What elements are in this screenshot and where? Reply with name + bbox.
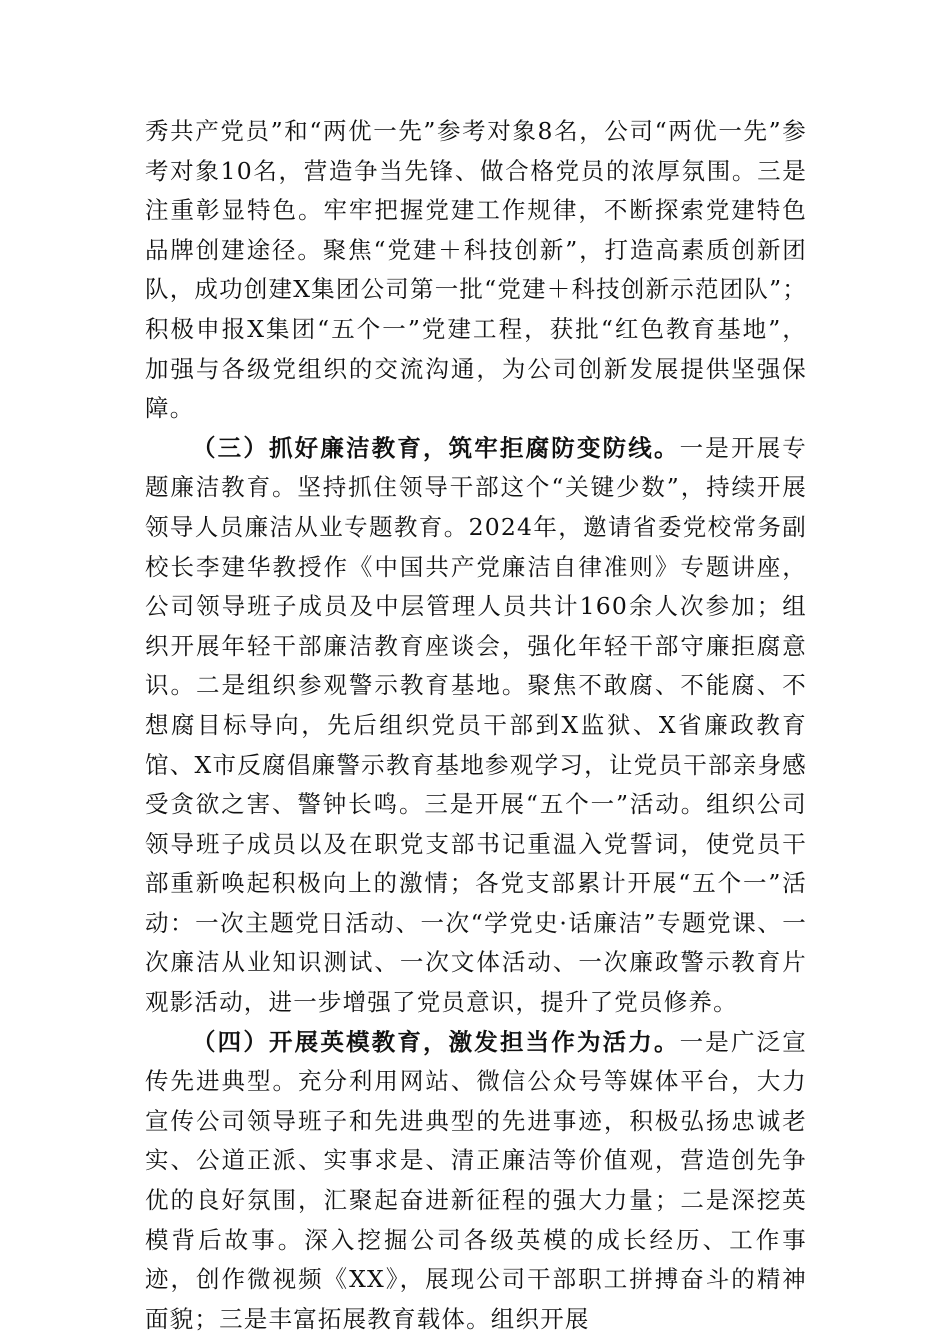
paragraph-section-3 — [145, 429, 807, 1023]
section-heading: （三）抓好廉洁教育，筑牢拒腐防变防线。 — [192, 433, 680, 462]
section-heading: （四）开展英模教育，激发担当作为活力。 — [192, 1027, 680, 1056]
paragraph-section-4 — [145, 1023, 807, 1340]
paragraph-text: 一是广泛宣传先进典型。充分利用网站、微信公众号等媒体平台，大力宣传公司领导班子和先进典型的先进事迹，积极弘扬忠诚老实、公道正派、实事求是、清正廉洁等价值观，营造创先争优的良好氛围，汇聚起奋进新征程的强大力量；二是深挖英模背后故事。深入挖掘公司各级英模的成长经历、工作事迹，创作微视频《XX》，展现公司干部职工拼搏奋斗的精神面貌；三是丰富拓展教育载体。组织开展 — [145, 1027, 807, 1333]
paragraph-text: 秀共产党员”和“两优一先”参考对象8名，公司“两优一先”参考对象10名，营造争当先锋、做合格党员的浓厚氛围。三是注重彰显特色。牢牢把握党建工作规律，不断探索党建特色品牌创建途径。聚焦“党建＋科技创新”，打造高素质创新团队，成功创建X集团公司第一批“党建＋科技创新示范团队”；积极申报X集团“五个一”党建工程，获批“红色教育基地”，加强与各级党组织的交流沟通，为公司创新发展提供坚强保障。 — [145, 117, 807, 423]
paragraph-continuation — [145, 112, 807, 429]
paragraph-text: 一是开展专题廉洁教育。坚持抓住领导干部这个“关键少数”，持续开展领导人员廉洁从业专题教育。2024年，邀请省委党校常务副校长李建华教授作《中国共产党廉洁自律准则》专题讲座，公司领导班子成员及中层管理人员共计160余人次参加；组织开展年轻干部廉洁教育座谈会，强化年轻干部守廉拒腐意识。二是组织参观警示教育基地。聚焦不敢腐、不能腐、不想腐目标导向，先后组织党员干部到X监狱、X省廉政教育馆、X市反腐倡廉警示教育基地参观学习，让党员干部亲身感受贪欲之害、警钟长鸣。三是开展“五个一”活动。组织公司领导班子成员以及在职党支部书记重温入党誓词，使党员干部重新唤起积极向上的激情；各党支部累计开展“五个一”活动：一次主题党日活动、一次“学党史·话廉洁”专题党课、一次廉洁从业知识测试、一次文体活动、一次廉政警示教育片观影活动，进一步增强了党员意识，提升了党员修养。 — [145, 433, 807, 1017]
document-body — [145, 112, 807, 1339]
